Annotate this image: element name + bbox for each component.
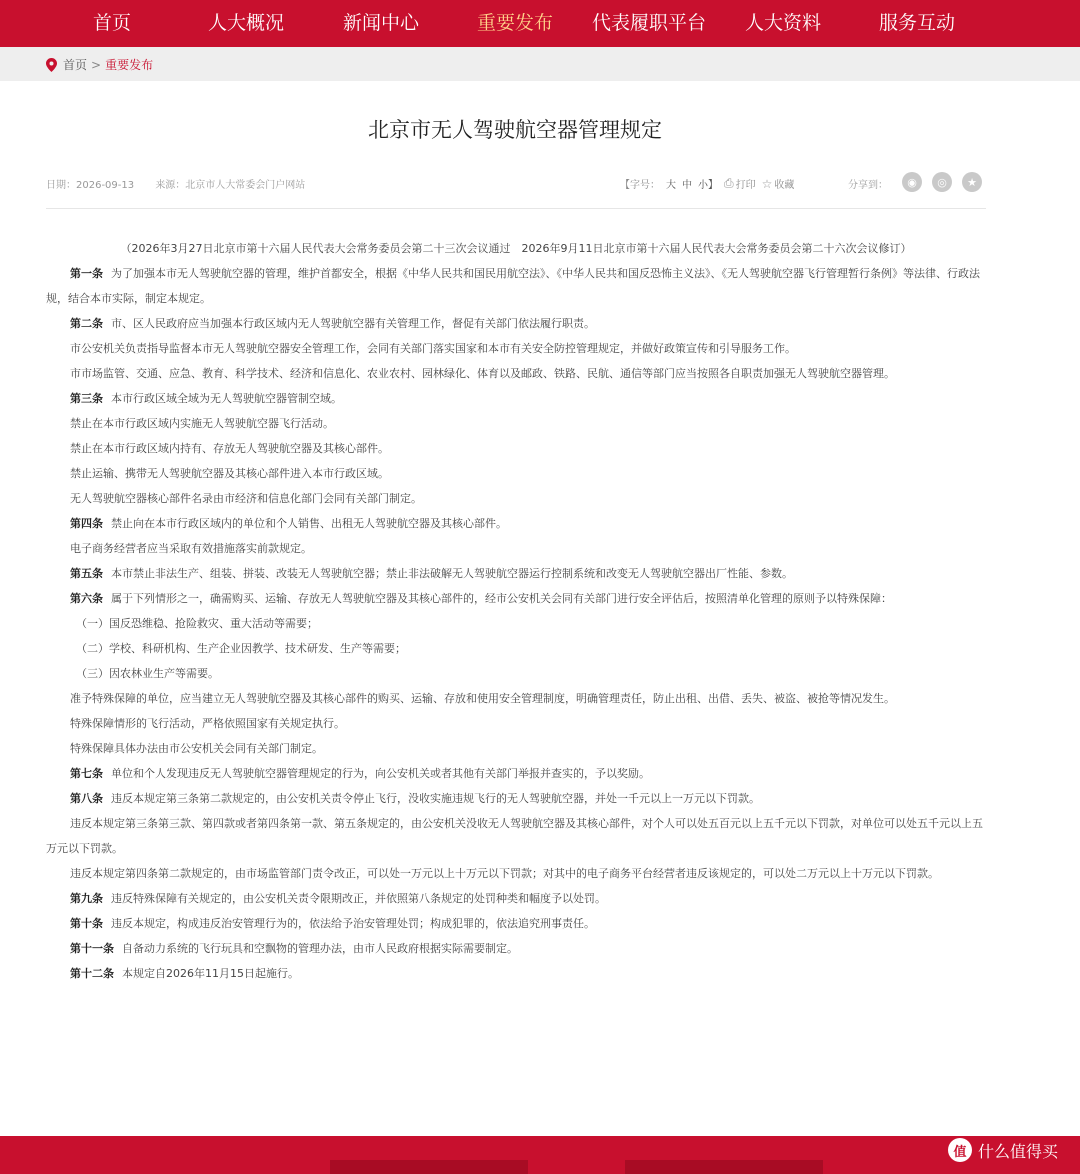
font-size-label: 【字号： [620,180,660,191]
article-paragraph [46,811,986,861]
share-weibo-icon[interactable]: ◉ [902,172,922,192]
article-paragraph [46,561,986,586]
article-paragraph [46,586,986,611]
article-paragraph [46,436,986,461]
article-text: 违反本规定，构成违反治安管理行为的，依法给予治安管理处罚；构成犯罪的，依法追究刑事责任。 [111,917,595,930]
article-paragraph [46,711,986,736]
footer-bar [0,1136,1080,1174]
article-number: 第十一条 [70,942,114,955]
nav-item[interactable]: 服务互动 [878,12,955,34]
article-paragraph [46,261,986,311]
article-paragraph [46,636,986,661]
article-text: 属于下列情形之一，确需购买、运输、存放无人驾驶航空器及其核心部件的，经市公安机关会同有关部门进行安全评估后，按照清单化管理的原则予以特殊保障： [111,592,892,605]
article-paragraph [46,486,986,511]
article-text: 违反本规定第三条第三款、第四款或者第四条第一款、第五条规定的，由公安机关没收无人驾驶航空器及其核心部件，对个人可以处五百元以上五千元以下罚款，对单位可以处五千元以上五万元以下罚款。 [46,817,983,855]
article-number: 第八条 [70,792,103,805]
article-text: 禁止在本市行政区域内实施无人驾驶航空器飞行活动。 [70,417,334,430]
article-meta [46,176,323,191]
article-paragraph [46,736,986,761]
article-paragraph [46,311,986,336]
article-paragraph [46,336,986,361]
article-text: 市公安机关负责指导监督本市无人驾驶航空器安全管理工作，会同有关部门落实国家和本市有关安全防控管理规定，并做好政策宣传和引导服务工作。 [70,342,796,355]
article-content [46,236,986,986]
article-paragraph [46,911,986,936]
article-date: 日期：2026-09-13 [46,180,135,191]
top-nav [0,0,1080,47]
breadcrumb-home[interactable]: 首页 [63,58,88,72]
article-paragraph [46,861,986,886]
article-paragraph [46,886,986,911]
article-text: 准予特殊保障的单位，应当建立无人驾驶航空器及其核心部件的购买、运输、存放和使用安全管理制度，明确管理责任，防止出租、出借、丢失、被盗、被抢等情况发生。 [70,692,895,705]
nav-item[interactable]: 人大资料 [744,12,821,34]
article-paragraphs [46,261,986,986]
article-number: 第九条 [70,892,103,905]
watermark-logo-icon: 值 [948,1138,972,1162]
article-number: 第十二条 [70,967,114,980]
article-paragraph [46,611,986,636]
article-text: （三）因农林业生产等需要。 [76,667,219,680]
breadcrumb-current[interactable]: 重要发布 [105,58,154,72]
article-number: 第十条 [70,917,103,930]
article-text: 禁止运输、携带无人驾驶航空器及其核心部件进入本市行政区域。 [70,467,389,480]
font-size-large[interactable]: 大 [666,180,676,191]
article-paragraph [46,411,986,436]
article-paragraph [46,536,986,561]
article-number: 第五条 [70,567,103,580]
share-wechat-icon[interactable]: ◎ [932,172,952,192]
article-text: （二）学校、科研机构、生产企业因教学、技术研发、生产等需要； [76,642,406,655]
nav-item[interactable]: 重要发布 [476,12,553,34]
article-text: （一）国反恐维稳、抢险救灾、重大活动等需要； [76,617,318,630]
article-text: 电子商务经营者应当采取有效措施落实前款规定。 [70,542,312,555]
article-text: 无人驾驶航空器核心部件名录由市经济和信息化部门会同有关部门制定。 [70,492,422,505]
font-size-medium[interactable]: 中 [682,180,692,191]
article-text: 本市行政区域全域为无人驾驶航空器管制空域。 [111,392,342,405]
article-paragraph [46,936,986,961]
share-qzone-icon[interactable]: ★ [962,172,982,192]
breadcrumb [46,56,153,73]
article-paragraph [46,661,986,686]
article-paragraph [46,461,986,486]
print-icon[interactable]: ⎙ [724,176,734,190]
article-text: 违反本规定第四条第二款规定的，由市场监管部门责令改正，可以处一万元以上十万元以下罚款；对其中的电子商务平台经营者违反该规定的，可以处二万元以上十万元以下罚款。 [70,867,939,880]
article-number: 第七条 [70,767,103,780]
article-text: 本规定自2026年11月15日起施行。 [122,967,299,980]
article-paragraph [46,386,986,411]
article-number: 第三条 [70,392,103,405]
article-paragraph [46,786,986,811]
nav-item[interactable]: 人大概况 [207,12,284,34]
article-tools [620,176,800,191]
breadcrumb-separator: > [91,57,102,72]
article-number: 第六条 [70,592,103,605]
article-note: （2026年3月27日北京市第十六届人民代表大会常务委员会第二十三次会议通过 2026年9月11日北京市第十六届人民代表大会常务委员会第二十六次会议修订） [120,242,912,255]
article-text: 违反本规定第三条第二款规定的，由公安机关责令停止飞行，没收实施违规飞行的无人驾驶航空器，并处一千元以上一万元以下罚款。 [111,792,760,805]
article-text: 禁止在本市行政区域内持有、存放无人驾驶航空器及其核心部件。 [70,442,389,455]
article-paragraph [46,361,986,386]
share-icons [902,172,992,192]
article-paragraph [46,961,986,986]
footer-block [625,1160,823,1174]
nav-item[interactable]: 新闻中心 [342,12,419,34]
article-text: 特殊保障情形的飞行活动，严格依照国家有关规定执行。 [70,717,345,730]
meta-divider [46,208,986,209]
footer-block [330,1160,528,1174]
article-text: 为了加强本市无人驾驶航空器的管理，维护首都安全，根据《中华人民共和国民用航空法》、《中华人民共和国反恐怖主义法》、《无人驾驶航空器飞行管理暂行条例》等法律、行政法规，结合本市实际，制定本规定。 [46,267,980,305]
article-text: 特殊保障具体办法由市公安机关会同有关部门制定。 [70,742,323,755]
font-size-small[interactable]: 小】 [698,180,718,191]
article-text: 市、区人民政府应当加强本行政区域内无人驾驶航空器有关管理工作，督促有关部门依法履行职责。 [111,317,595,330]
nav-item[interactable]: 代表履职平台 [591,12,706,34]
article-text: 市市场监管、交通、应急、教育、科学技术、经济和信息化、农业农村、园林绿化、体育以及邮政、铁路、民航、通信等部门应当按照各自职责加强无人驾驶航空器管理。 [70,367,895,380]
watermark-text: 什么值得买 [978,1141,1059,1161]
article-title: 北京市无人驾驶航空器管理规定 [368,118,662,142]
article-text: 违反特殊保障有关规定的，由公安机关责令限期改正，并依照第八条规定的处罚种类和幅度予以处罚。 [111,892,606,905]
favorite-link[interactable]: 收藏 [774,180,795,191]
article-source: 来源：北京市人大常委会门户网站 [155,180,306,191]
breadcrumb-bar [0,47,1080,81]
article-number: 第一条 [70,267,103,280]
article-text: 自备动力系统的飞行玩具和空飘物的管理办法，由市人民政府根据实际需要制定。 [122,942,518,955]
article-paragraph [46,686,986,711]
share-label: 分享到： [848,180,888,191]
article-number: 第二条 [70,317,103,330]
article-text: 禁止向在本市行政区域内的单位和个人销售、出租无人驾驶航空器及其核心部件。 [111,517,507,530]
article-paragraph [46,761,986,786]
watermark [948,1136,1058,1164]
article-paragraph [46,511,986,536]
location-pin-icon [46,58,57,72]
article-number: 第四条 [70,517,103,530]
star-icon[interactable]: ☆ [761,176,773,191]
nav-item[interactable]: 首页 [92,12,131,34]
article-text: 本市禁止非法生产、组装、拼装、改装无人驾驶航空器；禁止非法破解无人驾驶航空器运行控制系统和改变无人驾驶航空器出厂性能、参数。 [111,567,793,580]
print-link[interactable]: 打印 [735,180,756,191]
article-text: 单位和个人发现违反无人驾驶航空器管理规定的行为，向公安机关或者其他有关部门举报并查实的，予以奖励。 [111,767,650,780]
